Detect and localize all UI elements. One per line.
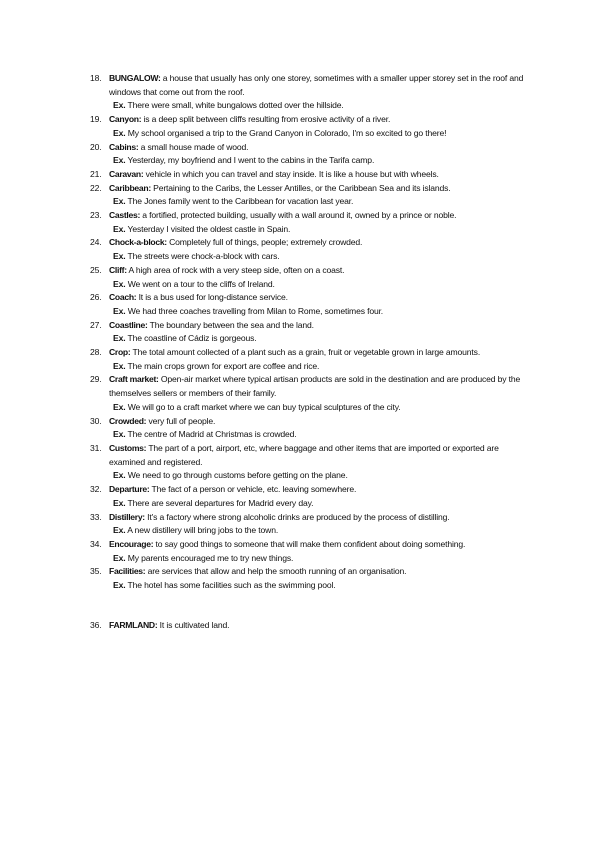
entry-definition-text: Pertaining to the Caribs, the Lesser Antilles, or the Caribbean Sea and its islands. — [150, 182, 451, 193]
entry-definition-text: It is a bus used for long-distance service. — [136, 292, 288, 303]
entry-number: 18. — [90, 73, 102, 83]
entry-definition-text: vehicle in which you can travel and stay inside. It is like a house but with wheels. — [143, 168, 439, 179]
example-label: Ex. — [113, 196, 126, 207]
entry-definition-text: The boundary between the sea and the land. — [147, 319, 314, 330]
spacer — [0, 593, 600, 619]
example-text: Yesterday I visited the oldest castle in Spain. — [125, 223, 291, 234]
entry-term: Facilities: — [109, 566, 146, 577]
glossary-entry — [0, 168, 600, 182]
entry-term: Castles: — [109, 210, 141, 221]
example-text: The main crops grown for export are coffee and rice. — [125, 360, 320, 371]
example-label: Ex. — [113, 305, 126, 316]
entry-definition-text: Open-air market where typical artisan products are sold in the destination and are produced by the themselves sellers or members of their family. — [109, 374, 521, 399]
example-text: The hotel has some facilities such as the swimming pool. — [125, 580, 336, 591]
entry-definition-text: It's a factory where strong alcoholic drinks are produced by the process of distilling. — [144, 511, 450, 522]
glossary-list — [0, 72, 600, 632]
entry-term: Coastline: — [109, 319, 148, 330]
entry-number: 25. — [90, 264, 102, 275]
entry-definition-text: The part of a port, airport, etc, where baggage and other items that are imported or exported are examined and registered. — [109, 442, 499, 467]
glossary-entry — [0, 182, 600, 196]
example-label: Ex. — [113, 333, 126, 344]
example-text: We had three coaches travelling from Milan to Rome, sometimes four. — [125, 305, 384, 316]
example-text: The streets were chock-a-block with cars. — [125, 251, 280, 262]
entry-definition — [109, 415, 529, 429]
glossary-entry — [0, 346, 600, 360]
entry-example — [113, 360, 600, 374]
entry-term: Encourage: — [109, 538, 154, 549]
entry-example — [113, 278, 600, 292]
entry-definition — [109, 373, 529, 400]
example-label: Ex. — [113, 580, 126, 591]
entry-definition — [109, 442, 529, 469]
entry-example — [113, 127, 600, 141]
example-label: Ex. — [113, 470, 126, 481]
glossary-entry — [0, 319, 600, 333]
glossary-entry — [0, 291, 600, 305]
entry-example — [113, 524, 600, 538]
entry-definition — [109, 182, 529, 196]
entry-definition — [109, 619, 529, 633]
entry-definition — [109, 209, 529, 223]
entry-term: Cliff: — [109, 264, 127, 275]
entry-definition-text: very full of people. — [146, 415, 216, 426]
glossary-entry — [0, 483, 600, 497]
entry-term: Crop: — [109, 347, 131, 358]
entry-term: Caravan: — [109, 168, 144, 179]
example-label: Ex. — [113, 155, 126, 166]
entry-number: 20. — [90, 141, 102, 152]
example-label: Ex. — [113, 429, 126, 440]
glossary-entry — [0, 236, 600, 250]
entry-number: 30. — [90, 415, 102, 426]
entry-number: 21. — [90, 168, 102, 179]
entry-number: 36. — [90, 619, 102, 630]
glossary-entry — [0, 209, 600, 223]
entry-term: BUNGALOW: — [109, 73, 161, 83]
entry-number: 32. — [90, 484, 102, 495]
glossary-entry — [0, 619, 600, 633]
entry-definition — [109, 168, 529, 182]
glossary-entry — [0, 415, 600, 429]
entry-definition-text: Completely full of things, people; extremely crowded. — [166, 237, 363, 248]
entry-term: Cabins: — [109, 141, 139, 152]
entry-number: 19. — [90, 114, 102, 125]
example-text: We need to go through customs before getting on the plane. — [125, 470, 348, 481]
entry-definition — [109, 319, 529, 333]
example-text: We will go to a craft market where we can buy typical sculptures of the city. — [125, 401, 401, 412]
entry-number: 23. — [90, 210, 102, 221]
glossary-entry — [0, 113, 600, 127]
example-label: Ex. — [113, 401, 126, 412]
entry-definition — [109, 72, 529, 99]
entry-definition — [109, 483, 529, 497]
entry-number: 34. — [90, 538, 102, 549]
example-label: Ex. — [113, 552, 126, 563]
entry-definition — [109, 538, 529, 552]
entry-definition-text: to say good things to someone that will make them confident about doing something. — [153, 538, 466, 549]
entry-example — [113, 552, 600, 566]
entry-definition — [109, 291, 529, 305]
entry-number: 29. — [90, 374, 102, 385]
example-text: We went on a tour to the cliffs of Ireland. — [125, 278, 275, 289]
example-label: Ex. — [113, 278, 126, 289]
entry-example — [113, 579, 600, 593]
entry-definition-text: a house that usually has only one storey, sometimes with a smaller upper storey set in the roof and windows that come out from the roof. — [109, 73, 524, 97]
example-label: Ex. — [113, 127, 126, 138]
example-label: Ex. — [113, 497, 126, 508]
entry-definition-text: a small house made of wood. — [138, 141, 249, 152]
entry-definition-text: are services that allow and help the smooth running of an organisation. — [145, 566, 407, 577]
entry-example — [113, 401, 600, 415]
entry-example — [113, 497, 600, 511]
entry-example — [113, 195, 600, 209]
entry-definition — [109, 236, 529, 250]
entry-example — [113, 305, 600, 319]
entry-term: Caribbean: — [109, 182, 151, 193]
example-text: The coastline of Cádiz is gorgeous. — [125, 333, 257, 344]
entry-number: 27. — [90, 319, 102, 330]
entry-definition — [109, 511, 529, 525]
entry-number: 33. — [90, 511, 102, 522]
example-label: Ex. — [113, 100, 126, 111]
entry-definition — [109, 264, 529, 278]
entry-definition — [109, 141, 529, 155]
example-text: There are several departures for Madrid every day. — [125, 497, 314, 508]
glossary-entry — [0, 538, 600, 552]
entry-example — [113, 469, 600, 483]
entry-number: 35. — [90, 566, 102, 577]
entry-term: Chock-a-block: — [109, 237, 167, 248]
example-text: My school organised a trip to the Grand Canyon in Colorado, I'm so excited to go there! — [125, 127, 447, 138]
example-text: A new distillery will bring jobs to the town. — [125, 525, 279, 536]
entry-number: 26. — [90, 292, 102, 303]
entry-definition-text: a fortified, protected building, usually with a wall around it, owned by a prince or noble. — [140, 210, 457, 221]
entry-number: 28. — [90, 347, 102, 358]
entry-term: Customs: — [109, 442, 147, 453]
entry-definition-text: It is cultivated land. — [157, 619, 230, 630]
entry-example — [113, 154, 600, 168]
entry-term: Canyon: — [109, 114, 142, 125]
glossary-entry — [0, 442, 600, 469]
example-label: Ex. — [113, 360, 126, 371]
entry-example — [113, 250, 600, 264]
entry-definition-text: A high area of rock with a very steep side, often on a coast. — [126, 264, 345, 275]
glossary-entry — [0, 373, 600, 400]
entry-number: 22. — [90, 182, 102, 193]
glossary-entry — [0, 141, 600, 155]
entry-example — [113, 332, 600, 346]
entry-example — [113, 99, 600, 113]
entry-definition-text: The fact of a person or vehicle, etc. leaving somewhere. — [149, 484, 357, 495]
entry-term: Departure: — [109, 484, 150, 495]
entry-number: 24. — [90, 237, 102, 248]
entry-term: Distillery: — [109, 511, 145, 522]
example-label: Ex. — [113, 251, 126, 262]
glossary-entry — [0, 264, 600, 278]
entry-definition-text: is a deep split between cliffs resulting from erosive activity of a river. — [141, 114, 391, 125]
entry-number: 31. — [90, 442, 102, 453]
entry-term: Crowded: — [109, 415, 147, 426]
example-label: Ex. — [113, 525, 126, 536]
example-text: There were small, white bungalows dotted over the hillside. — [125, 100, 344, 111]
entry-example — [113, 428, 600, 442]
entry-definition — [109, 565, 529, 579]
example-text: My parents encouraged me to try new things. — [125, 552, 294, 563]
entry-example — [113, 223, 600, 237]
entry-definition — [109, 346, 529, 360]
example-text: The centre of Madrid at Christmas is crowded. — [125, 429, 297, 440]
glossary-entry — [0, 565, 600, 579]
entry-term: FARMLAND: — [109, 619, 158, 630]
entry-term: Coach: — [109, 292, 137, 303]
glossary-entry — [0, 511, 600, 525]
entry-definition — [109, 113, 529, 127]
entry-definition-text: The total amount collected of a plant such as a grain, fruit or vegetable grown in large amounts. — [130, 347, 481, 358]
example-text: The Jones family went to the Caribbean for vacation last year. — [125, 196, 354, 207]
example-text: Yesterday, my boyfriend and I went to the cabins in the Tarifa camp. — [125, 155, 375, 166]
example-label: Ex. — [113, 223, 126, 234]
entry-term: Craft market: — [109, 374, 159, 385]
glossary-entry — [0, 72, 600, 99]
